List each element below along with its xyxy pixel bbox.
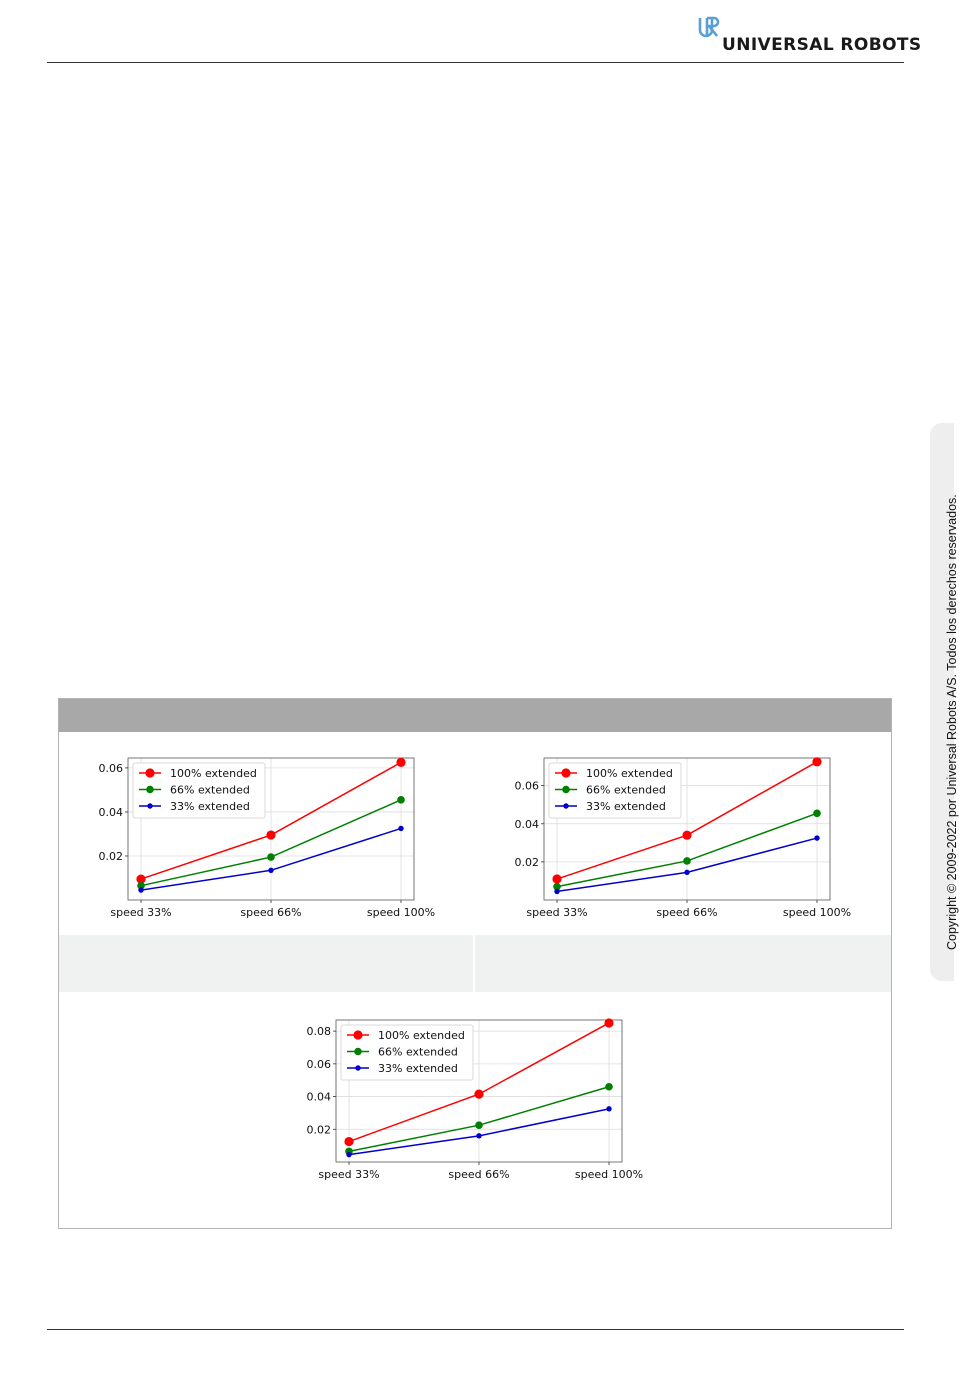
legend-label: 100% extended (170, 767, 257, 780)
legend-marker (562, 786, 570, 794)
footer-rule (47, 1329, 904, 1330)
x-tick-label: speed 33% (526, 906, 588, 919)
data-point (398, 826, 403, 831)
x-tick-label: speed 66% (656, 906, 718, 919)
x-tick-label: speed 100% (366, 906, 436, 919)
data-point (344, 1137, 353, 1146)
legend-label: 66% extended (170, 783, 250, 797)
data-point (682, 831, 691, 840)
legend-marker (354, 1048, 362, 1056)
y-tick-label: 0.06 (514, 779, 539, 793)
data-point (397, 796, 405, 804)
chart-svg (506, 752, 866, 924)
caption-cell-left (59, 935, 473, 992)
data-point (814, 835, 819, 840)
legend-marker (561, 768, 570, 777)
legend-label: 100% extended (586, 767, 673, 780)
caption-cell-right (475, 935, 891, 992)
y-tick-label: 0.06 (98, 761, 123, 775)
chart-svg (298, 1014, 658, 1186)
x-tick-label: speed 33% (318, 1168, 380, 1181)
legend-label: 33% extended (170, 800, 250, 813)
data-point (812, 757, 821, 766)
data-point (606, 1106, 611, 1111)
data-point (138, 887, 143, 892)
x-tick-label: speed 100% (574, 1168, 644, 1181)
data-point (554, 889, 559, 894)
data-point (813, 809, 821, 817)
data-point (396, 758, 405, 767)
chart-1 (90, 752, 450, 924)
legend-marker (563, 803, 568, 808)
y-tick-label: 0.02 (514, 855, 539, 869)
x-tick-label: speed 33% (110, 906, 172, 919)
legend-marker (355, 1065, 360, 1070)
x-tick-label: speed 100% (782, 906, 852, 919)
legend-marker (147, 803, 152, 808)
legend-label: 33% extended (586, 800, 666, 813)
data-point (268, 868, 273, 873)
legend-marker (145, 768, 154, 777)
y-tick-label: 0.02 (98, 849, 123, 863)
chart-3 (298, 1014, 658, 1186)
data-point (267, 853, 275, 861)
y-tick-label: 0.04 (514, 817, 539, 831)
legend-label: 66% extended (586, 783, 666, 797)
copyright-notice: Copyright © 2009-2022 por Universal Robots A/S. Todos los derechos reservados. (945, 494, 959, 950)
data-point (552, 874, 561, 883)
legend-label: 100% extended (378, 1029, 465, 1042)
chart-2 (506, 752, 866, 924)
y-tick-label: 0.04 (98, 805, 123, 819)
table-header-row (59, 699, 891, 732)
legend-marker (146, 786, 154, 794)
data-point (683, 857, 691, 865)
data-point (474, 1090, 483, 1099)
y-tick-label: 0.04 (306, 1090, 331, 1104)
legend-label: 66% extended (378, 1045, 458, 1059)
ur-logo-icon (698, 16, 720, 38)
data-point (604, 1018, 613, 1027)
data-point (476, 1133, 481, 1138)
legend-label: 33% extended (378, 1062, 458, 1075)
data-point (346, 1152, 351, 1157)
data-point (475, 1121, 483, 1129)
y-tick-label: 0.06 (306, 1057, 331, 1071)
y-tick-label: 0.02 (306, 1123, 331, 1137)
data-point (266, 830, 275, 839)
x-tick-label: speed 66% (240, 906, 302, 919)
brand-name: UNIVERSAL ROBOTS (722, 35, 922, 55)
data-point (684, 870, 689, 875)
chart-svg (90, 752, 450, 924)
header-rule (47, 62, 904, 63)
y-tick-label: 0.08 (306, 1025, 331, 1039)
universal-robots-logo (698, 16, 922, 56)
legend-marker (353, 1030, 362, 1039)
x-tick-label: speed 66% (448, 1168, 510, 1181)
data-point (605, 1083, 613, 1091)
